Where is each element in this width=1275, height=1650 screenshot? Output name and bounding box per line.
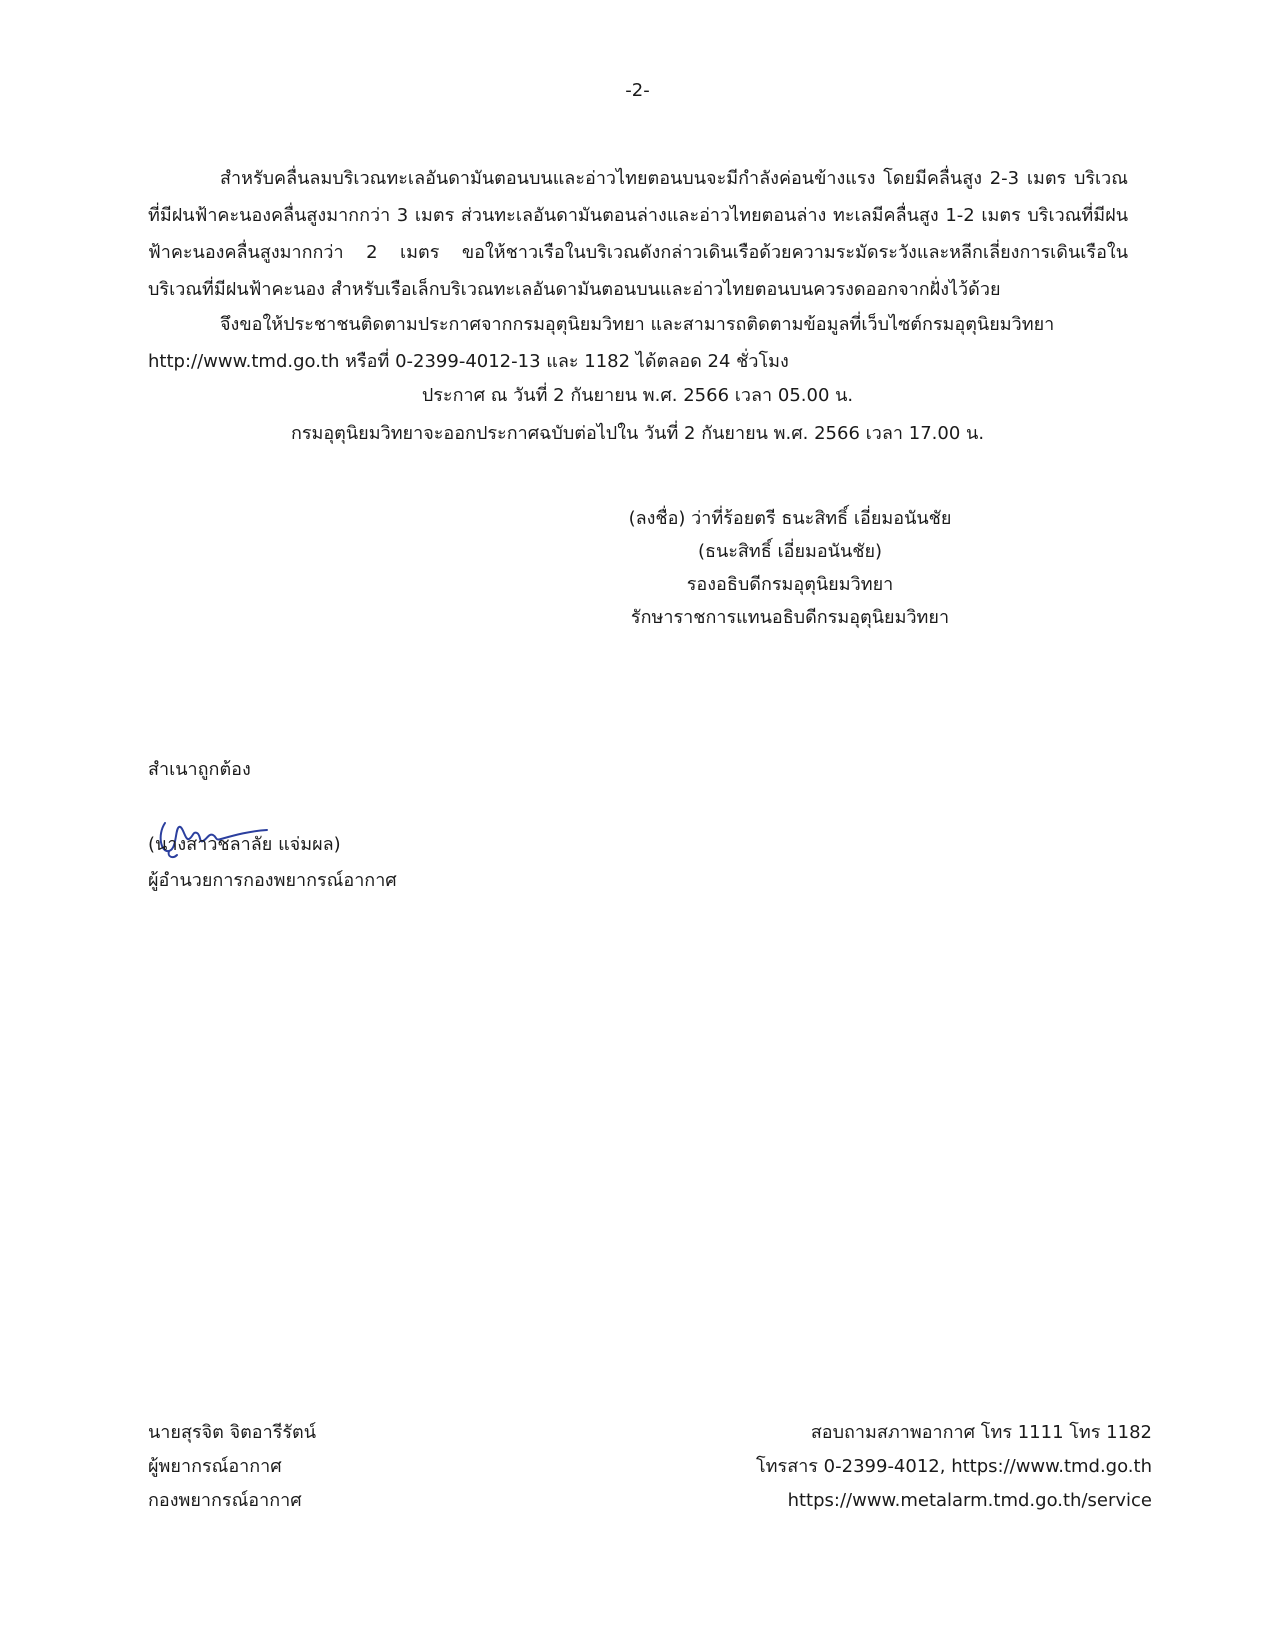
body-paragraph-waves: สำหรับคลื่นลมบริเวณทะเลอันดามันตอนบนและอ่าวไทยตอนบนจะมีกำลังค่อนข้างแรง โดยมีคลื่นสูง 2-3 เมตร บริเวณที่มีฝนฟ้าคะนองคลื่นสูงมากกว่า 3 เมตร ส่วนทะเลอันดามันตอนล่างและอ่าวไทยตอนล่าง ทะเลมีคลื่นสูง 1-2 เมตร บริเวณที่มีฝนฟ้าคะนองคลื่นสูงมากกว่า 2 เมตร ขอให้ชาวเรือในบริเวณดังกล่าวเดินเรือด้วยความระมัดระวังและหลีกเลี่ยงการเดินเรือในบริเวณที่มีฝนฟ้าคะนอง สำหรับเรือเล็กบริเวณทะเลอันดามันตอนบนและอ่าวไทยตอนบนควรงดออกจากฝั่งไว้ด้วย: [148, 168, 1128, 300]
footer-contact: [756, 1416, 1152, 1518]
body-paragraph-follow-up: [148, 306, 1128, 380]
footer-phone: สอบถามสภาพอากาศ โทร 1111 โทร 1182: [810, 1422, 1152, 1443]
certified-label: สำเนาถูกต้อง: [148, 759, 251, 780]
certified-position: ผู้อำนวยการกองพยากรณ์อากาศ: [148, 870, 397, 891]
certified-name: (นางสาวชลาลัย แจ่มผล): [148, 834, 341, 855]
signed-line: (ลงชื่อ) ว่าที่ร้อยตรี ธนะสิทธิ์ เอี่ยมอนันชัย: [628, 508, 952, 529]
forecaster-name: นายสุรจิต จิตอารีรัตน์: [148, 1422, 317, 1443]
next-announcement: กรมอุตุนิยมวิทยาจะออกประกาศฉบับต่อไปใน วันที่ 2 กันยายน พ.ศ. 2566 เวลา 17.00 น.: [290, 423, 985, 444]
footer-forecaster: [148, 1416, 316, 1518]
page-number: -2-: [625, 80, 650, 101]
signatory-block: [590, 502, 990, 634]
issued-date: ประกาศ ณ วันที่ 2 กันยายน พ.ศ. 2566 เวลา 05.00 น.: [421, 385, 854, 406]
signatory-position: รองอธิบดีกรมอุตุนิยมวิทยา: [686, 574, 894, 595]
contact-line: http://www.tmd.go.th หรือที่ 0-2399-4012-13 และ 1182 ได้ตลอด 24 ชั่วโมง: [148, 351, 789, 372]
forecaster-division: กองพยากรณ์อากาศ: [148, 1490, 302, 1511]
follow-up-line: จึงขอให้ประชาชนติดตามประกาศจากกรมอุตุนิยมวิทยา และสามารถติดตามข้อมูลที่เว็บไซต์กรมอุตุนิยมวิทยา: [220, 314, 1055, 335]
footer-service-link[interactable]: https://www.metalarm.tmd.go.th/service: [787, 1490, 1152, 1511]
footer-fax-website[interactable]: โทรสาร 0-2399-4012, https://www.tmd.go.th: [756, 1456, 1152, 1477]
signatory-name: (ธนะสิทธิ์ เอี่ยมอนันชัย): [697, 541, 883, 562]
forecaster-title: ผู้พยากรณ์อากาศ: [148, 1456, 282, 1477]
signatory-acting: รักษาราชการแทนอธิบดีกรมอุตุนิยมวิทยา: [630, 607, 950, 628]
